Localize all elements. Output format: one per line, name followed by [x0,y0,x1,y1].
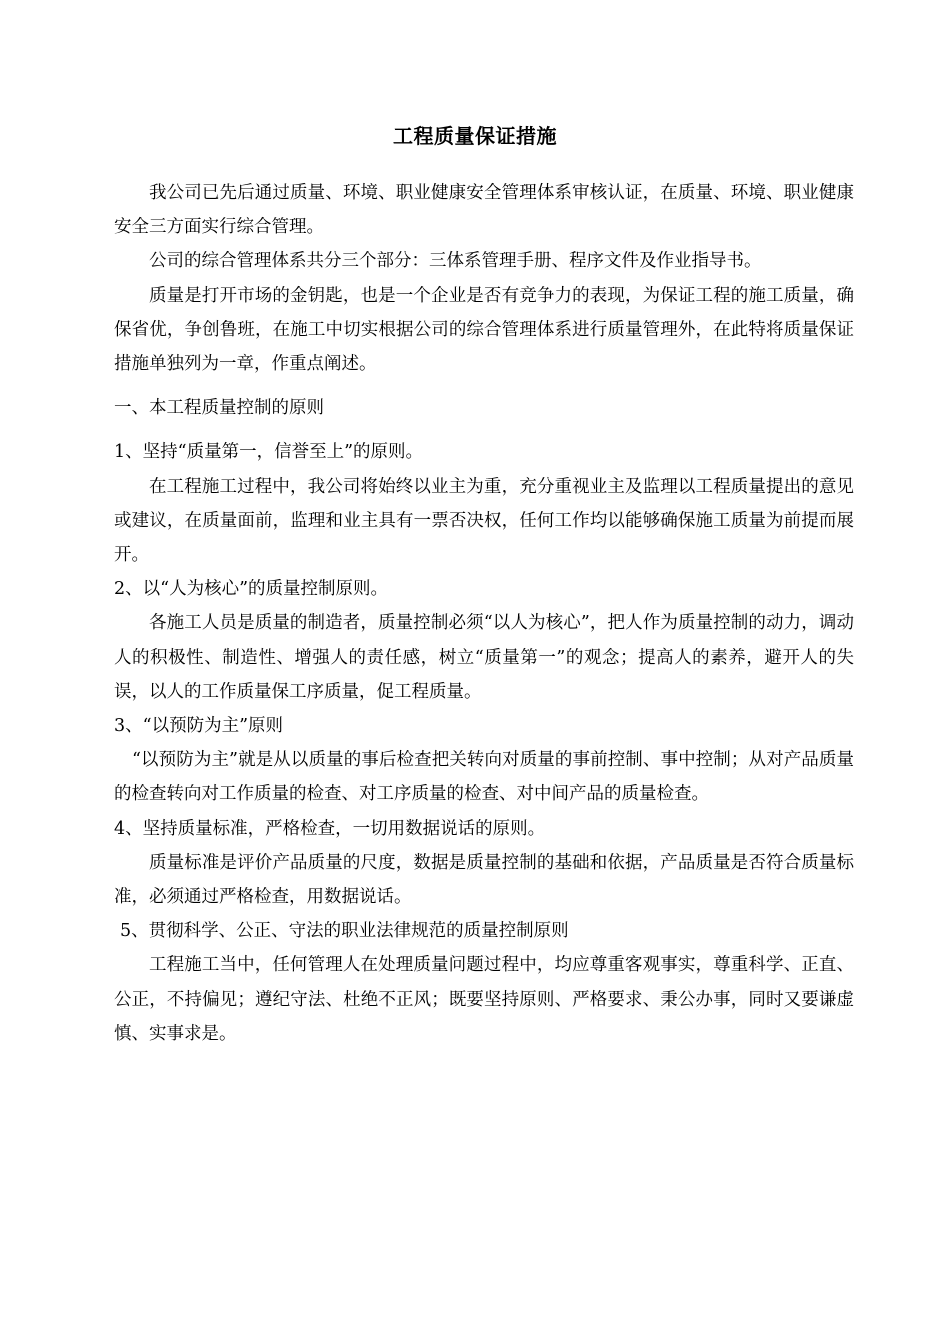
item-body-5: 工程施工当中，任何管理人在处理质量问题过程中，均应尊重客观事实，尊重科学、正直、公正，不持偏见；遵纪守法、杜绝不正风；既要坚持原则、严格要求、秉公办事，同时又要谦虚慎、实事求是。 [114,955,854,1044]
intro-paragraph-3: 质量是打开市场的金钥匙，也是一个企业是否有竞争力的表现，为保证工程的施工质量，确保省优，争创鲁班，在施工中切实根据公司的综合管理体系进行质量管理外，在此特将质量保证措施单独列为一章，作重点阐述。 [114,285,854,375]
intro-paragraph-1: 我公司已先后通过质量、环境、职业健康安全管理体系审核认证，在质量、环境、职业健康安全三方面实行综合管理。 [114,183,854,238]
item-heading-5: 5、贯彻科学、公正、守法的职业法律规范的质量控制原则 [120,921,569,942]
item-body-3: “以预防为主”就是从以质量的事后检查把关转向对质量的事前控制、事中控制；从对产品质量的检查转向对工作质量的检查、对工序质量的检查、对中间产品的质量检查。 [114,750,854,805]
item-body-2: 各施工人员是质量的制造者，质量控制必须“以人为核心”，把人作为质量控制的动力，调动人的积极性、制造性、增强人的责任感，树立“质量第一”的观念；提高人的素养，避开人的失误，以人的工作质量保工序质量，促工程质量。 [114,613,854,702]
document-title: 工程质量保证措施 [393,124,557,148]
item-heading-1: 1、坚持“质量第一，信誉至上”的原则。 [114,442,424,463]
item-heading-4: 4、坚持质量标准，严格检查，一切用数据说话的原则。 [114,818,546,839]
item-body-4: 质量标准是评价产品质量的尺度，数据是质量控制的基础和依据，产品质量是否符合质量标准，必须通过严格检查，用数据说话。 [114,852,854,908]
section-heading-1: 一、本工程质量控制的原则 [114,398,324,419]
document-body [114,176,854,1051]
item-heading-3: 3、“以预防为主”原则 [114,716,284,737]
item-heading-2: 2、以“人为核心”的质量控制原则。 [114,579,389,600]
item-body-1: 在工程施工过程中，我公司将始终以业主为重，充分重视业主及监理以工程质量提出的意见或建议，在质量面前，监理和业主具有一票否决权，任何工作均以能够确保施工质量为前提而展开。 [114,476,854,566]
intro-paragraph-2: 公司的综合管理体系共分三个部分：三体系管理手册、程序文件及作业指导书。 [149,251,762,272]
